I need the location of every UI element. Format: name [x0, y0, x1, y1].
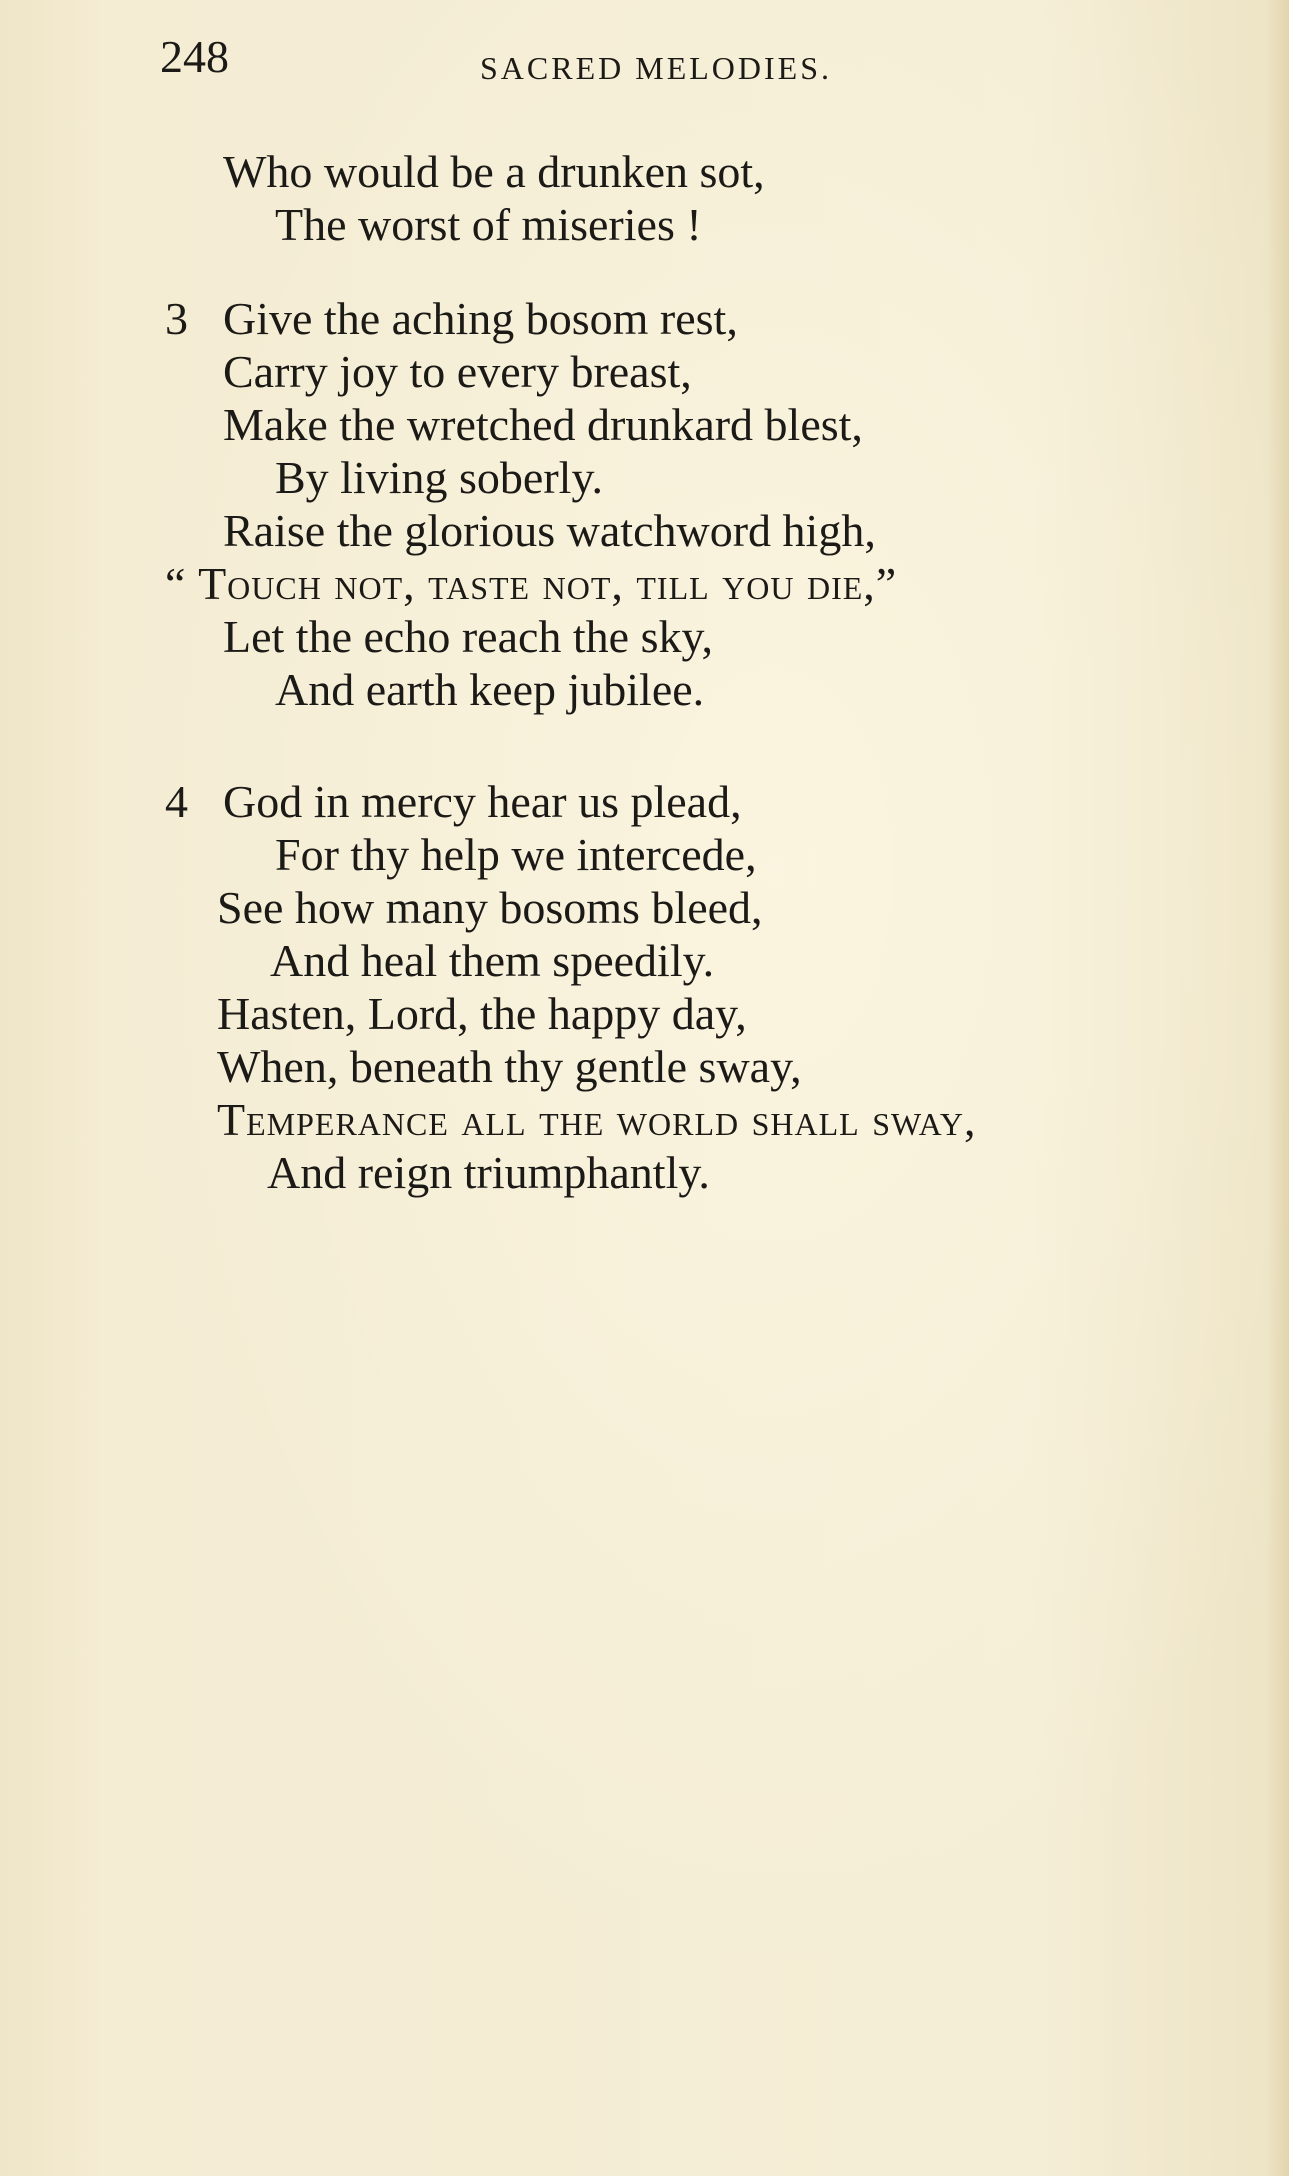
stanza-number: 4 [165, 776, 188, 827]
running-title: SACRED MELODIES. [480, 50, 833, 86]
page-header [160, 30, 940, 90]
verse-line: When, beneath thy gentle sway, [217, 1041, 802, 1092]
verse-line: For thy help we intercede, [275, 829, 757, 880]
verse-line: And heal them speedily. [270, 935, 715, 986]
page-number: 248 [160, 31, 229, 82]
verse-line-text: Give the aching bosom rest, [223, 293, 738, 344]
stanza-number: 3 [165, 293, 188, 344]
verse-line: And earth keep jubilee. [275, 664, 705, 715]
verse-line: Let the echo reach the sky, [223, 611, 714, 662]
stanza-continuation [165, 145, 1165, 251]
verse-line: Temperance all the world shall sway, [217, 1094, 977, 1145]
verse-line [165, 775, 1165, 828]
verse-line: Hasten, Lord, the happy day, [217, 988, 747, 1039]
verse-line: Raise the glorious watchword high, [223, 505, 876, 556]
verse-line: The worst of miseries ! [275, 199, 702, 250]
verse-line-watchword: “ Touch not, taste not, till you die,” [165, 558, 898, 609]
verse-line [165, 292, 1165, 345]
page-edge-shadow [1267, 0, 1289, 2176]
verse-line: Make the wretched drunkard blest, [223, 399, 863, 450]
verse-line: Carry joy to every breast, [223, 346, 692, 397]
verse-line: By living soberly. [275, 452, 603, 503]
stanza-4 [165, 775, 1165, 1199]
stanza-3 [165, 292, 1165, 716]
verse-line: See how many bosoms bleed, [217, 882, 763, 933]
verse-line: Who would be a drunken sot, [223, 146, 765, 197]
verse-line-text: God in mercy hear us plead, [223, 776, 742, 827]
verse-line: And reign triumphantly. [267, 1147, 710, 1198]
